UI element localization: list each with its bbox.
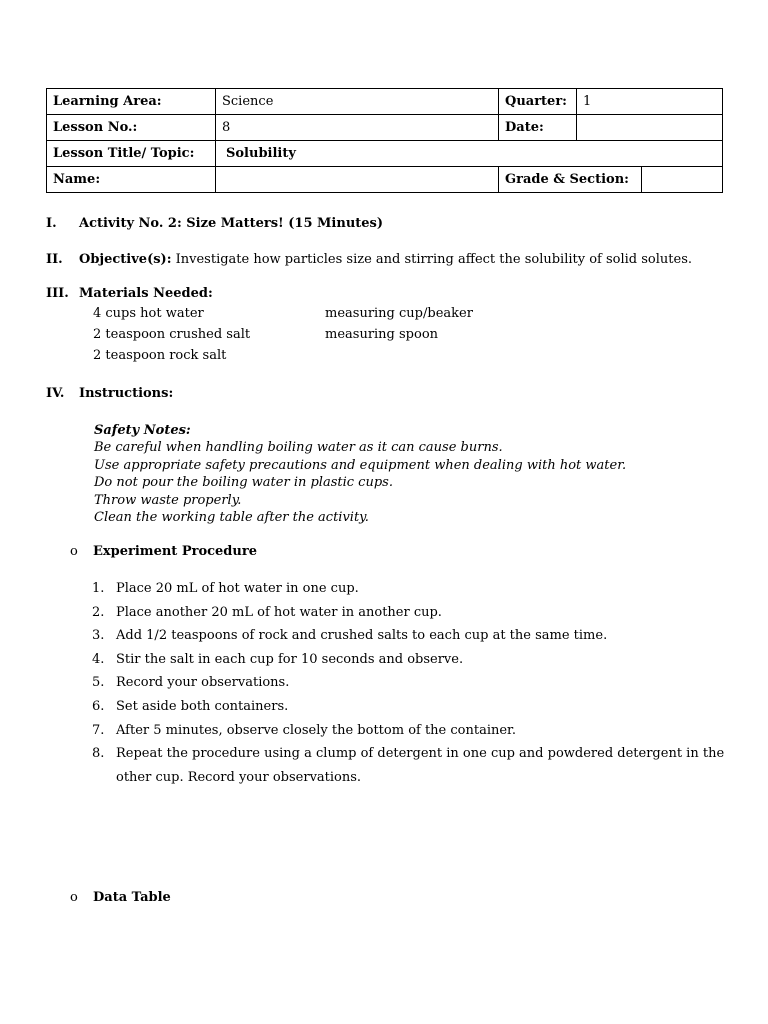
instructions-section	[46, 386, 173, 401]
procedure-step	[92, 719, 732, 743]
step-text: After 5 minutes, observe closely the bottom of the container.	[116, 722, 516, 738]
learning-area-label: Learning Area:	[47, 89, 216, 115]
section-number: IV.	[46, 386, 65, 401]
step-number: 2.	[92, 604, 105, 620]
safety-note: Do not pour the boiling water in plastic cups.	[94, 475, 393, 491]
safety-note: Use appropriate safety precautions and equipment when dealing with hot water.	[94, 457, 627, 473]
step-number: 8.	[92, 746, 105, 762]
date-label: Date:	[499, 115, 577, 141]
activity-title: Activity No. 2: Size Matters! (15 Minutes)	[79, 216, 384, 231]
procedure-step	[92, 601, 732, 625]
name-value	[216, 167, 499, 193]
step-text: Repeat the procedure using a clump of detergent in one cup and powdered detergent in the other cup. Record your observations.	[116, 746, 725, 786]
objectives-section	[46, 252, 692, 267]
safety-note: Throw waste properly.	[94, 492, 242, 508]
lesson-no-label: Lesson No.:	[47, 115, 216, 141]
quarter-value: 1	[577, 89, 723, 115]
lesson-title-label: Lesson Title/ Topic:	[47, 141, 216, 167]
step-text: Place another 20 mL of hot water in another cup.	[116, 604, 442, 620]
name-label: Name:	[47, 167, 216, 193]
step-number: 6.	[92, 698, 105, 714]
step-text: Set aside both containers.	[116, 698, 289, 714]
lesson-header-table	[46, 88, 723, 193]
step-text: Record your observations.	[116, 675, 290, 691]
material-item: 2 teaspoon crushed salt	[93, 327, 251, 342]
section-number: I.	[46, 216, 57, 231]
material-item: measuring spoon	[325, 327, 439, 342]
header-row-lesson-no	[47, 115, 723, 141]
step-number: 3.	[92, 628, 105, 644]
material-item: 4 cups hot water	[93, 306, 204, 321]
procedure-heading-label: Experiment Procedure	[93, 544, 257, 559]
safety-note: Be careful when handling boiling water as it can cause burns.	[94, 440, 503, 456]
procedure-step	[92, 695, 732, 719]
objectives-label: Objective(s):	[79, 252, 172, 267]
step-number: 7.	[92, 722, 105, 738]
procedure-step	[92, 671, 732, 695]
procedure-step	[92, 742, 732, 790]
activity-section	[46, 216, 383, 231]
lesson-title-value: Solubility	[216, 141, 723, 167]
safety-notes	[94, 422, 626, 526]
materials-label: Materials Needed:	[79, 286, 213, 301]
step-text: Stir the salt in each cup for 10 seconds and observe.	[116, 651, 464, 667]
grade-section-value	[642, 167, 723, 193]
procedure-step	[92, 648, 732, 672]
material-item: measuring cup/beaker	[325, 306, 473, 321]
header-row-lesson-title	[47, 141, 723, 167]
step-text: Place 20 mL of hot water in one cup.	[116, 581, 359, 596]
procedure-step-list	[92, 577, 732, 790]
safety-notes-heading: Safety Notes:	[94, 423, 191, 438]
section-number: II.	[46, 252, 63, 267]
experiment-procedure-heading	[70, 544, 257, 559]
instructions-label: Instructions:	[79, 386, 174, 401]
grade-section-label: Grade & Section:	[499, 167, 642, 193]
date-value	[577, 115, 723, 141]
material-item: 2 teaspoon rock salt	[93, 348, 227, 363]
step-number: 5.	[92, 675, 105, 691]
quarter-label: Quarter:	[499, 89, 577, 115]
safety-note: Clean the working table after the activity.	[94, 510, 369, 526]
step-number: 4.	[92, 651, 105, 667]
bullet-marker: o	[70, 544, 78, 559]
header-row-learning-area	[47, 89, 723, 115]
procedure-step	[92, 577, 732, 601]
header-row-name	[47, 167, 723, 193]
data-table-heading	[70, 890, 171, 905]
section-number: III.	[46, 286, 69, 301]
learning-area-value: Science	[216, 89, 499, 115]
objectives-text: Investigate how particles size and stirring affect the solubility of solid solutes.	[171, 252, 693, 267]
lesson-no-value: 8	[216, 115, 499, 141]
bullet-marker: o	[70, 890, 78, 905]
procedure-step	[92, 624, 732, 648]
step-text: Add 1/2 teaspoons of rock and crushed salts to each cup at the same time.	[116, 628, 608, 644]
materials-section	[46, 286, 213, 301]
step-number: 1.	[92, 581, 105, 596]
data-table-heading-label: Data Table	[93, 890, 171, 905]
